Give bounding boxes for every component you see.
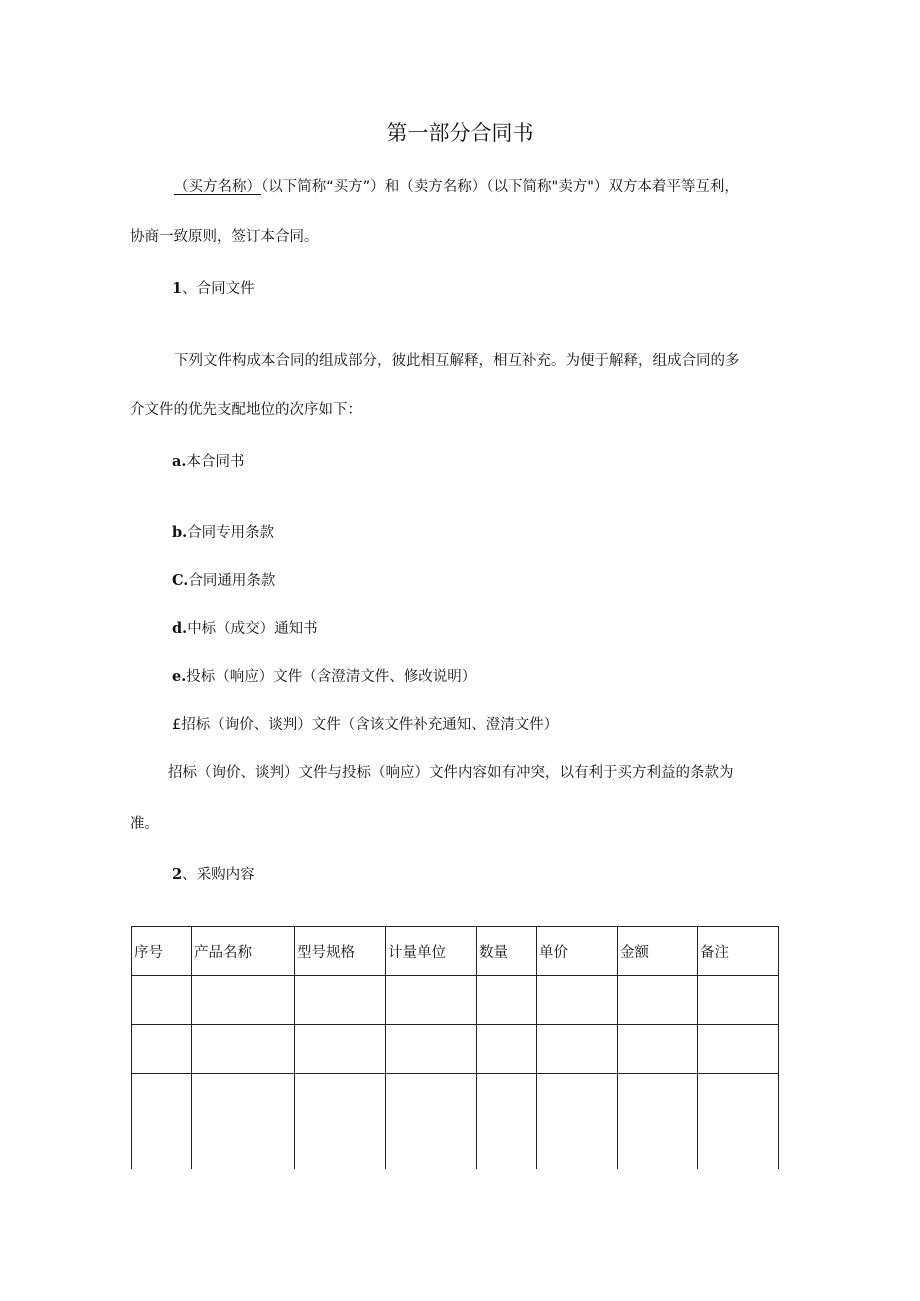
table-header-row: [132, 927, 779, 976]
document-list-item: [172, 618, 318, 640]
table-cell: [192, 976, 295, 1025]
list-item-text: 本合同书: [186, 454, 245, 470]
section-1-para-line-2: 介文件的优先支配地位的次序如下：: [130, 402, 362, 418]
list-marker: b.: [172, 524, 188, 541]
table-cell: [386, 1025, 477, 1074]
table-cell: [295, 1025, 386, 1074]
page-title: 第一部分合同书: [386, 121, 534, 145]
column-header-remarks: 备注: [698, 927, 779, 976]
table-cell: [386, 1074, 477, 1170]
section-1-para-line-1: 下列文件构成本合同的组成部分，彼此相互解释，相互补充。为便于解释，组成合同的多: [174, 353, 740, 369]
table-row: [132, 1025, 779, 1074]
table-cell: [618, 976, 698, 1025]
table-cell: [698, 976, 779, 1025]
list-marker: d.: [172, 620, 188, 637]
table-cell: [618, 1074, 698, 1170]
column-header-amount: 金额: [618, 927, 698, 976]
table-cell: [618, 1025, 698, 1074]
table-cell: [537, 976, 618, 1025]
table-row: [132, 976, 779, 1025]
column-header-unit-price: 单价: [537, 927, 618, 976]
table-cell: [132, 976, 192, 1025]
table-cell: [295, 976, 386, 1025]
section-1-heading: [172, 278, 255, 300]
table-cell: [477, 976, 537, 1025]
table-cell: [698, 1025, 779, 1074]
document-list-item: [172, 570, 275, 592]
section-2-number: 2: [172, 866, 183, 883]
document-list-item: [172, 522, 274, 544]
document-list-item: [172, 451, 244, 473]
list-item-text: 合同专用条款: [187, 525, 275, 541]
table-cell: [537, 1025, 618, 1074]
column-header-unit: 计量单位: [386, 927, 477, 976]
table-cell: [192, 1074, 295, 1170]
list-item-text: 合同通用条款: [188, 573, 276, 589]
section-2-heading: [172, 864, 255, 886]
procurement-table: [131, 926, 779, 1169]
list-item-text: 招标（询价、谈判）文件（含该文件补充通知、澄清文件）: [181, 717, 559, 733]
table-cell: [132, 1074, 192, 1170]
column-header-quantity: 数量: [477, 927, 537, 976]
conflict-para-line-1: 招标（询价、谈判）文件与投标（响应）文件内容如有冲突，以有利于买方利益的条款为: [168, 765, 734, 781]
list-marker: a.: [172, 453, 187, 470]
column-header-index: 序号: [132, 927, 192, 976]
list-marker: £: [172, 717, 182, 733]
list-item-text: 中标（成交）通知书: [187, 621, 318, 637]
table-cell: [295, 1074, 386, 1170]
section-1-number: 1: [172, 280, 183, 297]
table-cell: [386, 976, 477, 1025]
table-cell: [477, 1025, 537, 1074]
document-list-item: [172, 714, 558, 736]
table-cell: [192, 1025, 295, 1074]
table-cell: [132, 1025, 192, 1074]
section-1-title: 、合同文件: [182, 281, 255, 297]
table-cell: [698, 1074, 779, 1170]
list-marker: e.: [172, 668, 187, 685]
list-item-text: 投标（响应）文件（含澄清文件、修改说明）: [186, 669, 477, 685]
buyer-name-placeholder: （买方名称）: [174, 179, 261, 195]
intro-line-1-text: （以下简称“买方”）和（卖方名称）（以下简称"卖方"）双方本着平等互利，: [261, 179, 739, 195]
intro-line-2: 协商一致原则，签订本合同。: [130, 229, 319, 245]
column-header-product-name: 产品名称: [192, 927, 295, 976]
conflict-para-line-2: 准。: [130, 816, 159, 832]
intro-line-1: [174, 176, 739, 198]
table-cell: [477, 1074, 537, 1170]
column-header-model-spec: 型号规格: [295, 927, 386, 976]
table-cell: [537, 1074, 618, 1170]
table-row: [132, 1074, 779, 1170]
document-list-item: [172, 666, 476, 688]
section-2-title: 、采购内容: [182, 867, 255, 883]
list-marker: C.: [172, 572, 189, 589]
